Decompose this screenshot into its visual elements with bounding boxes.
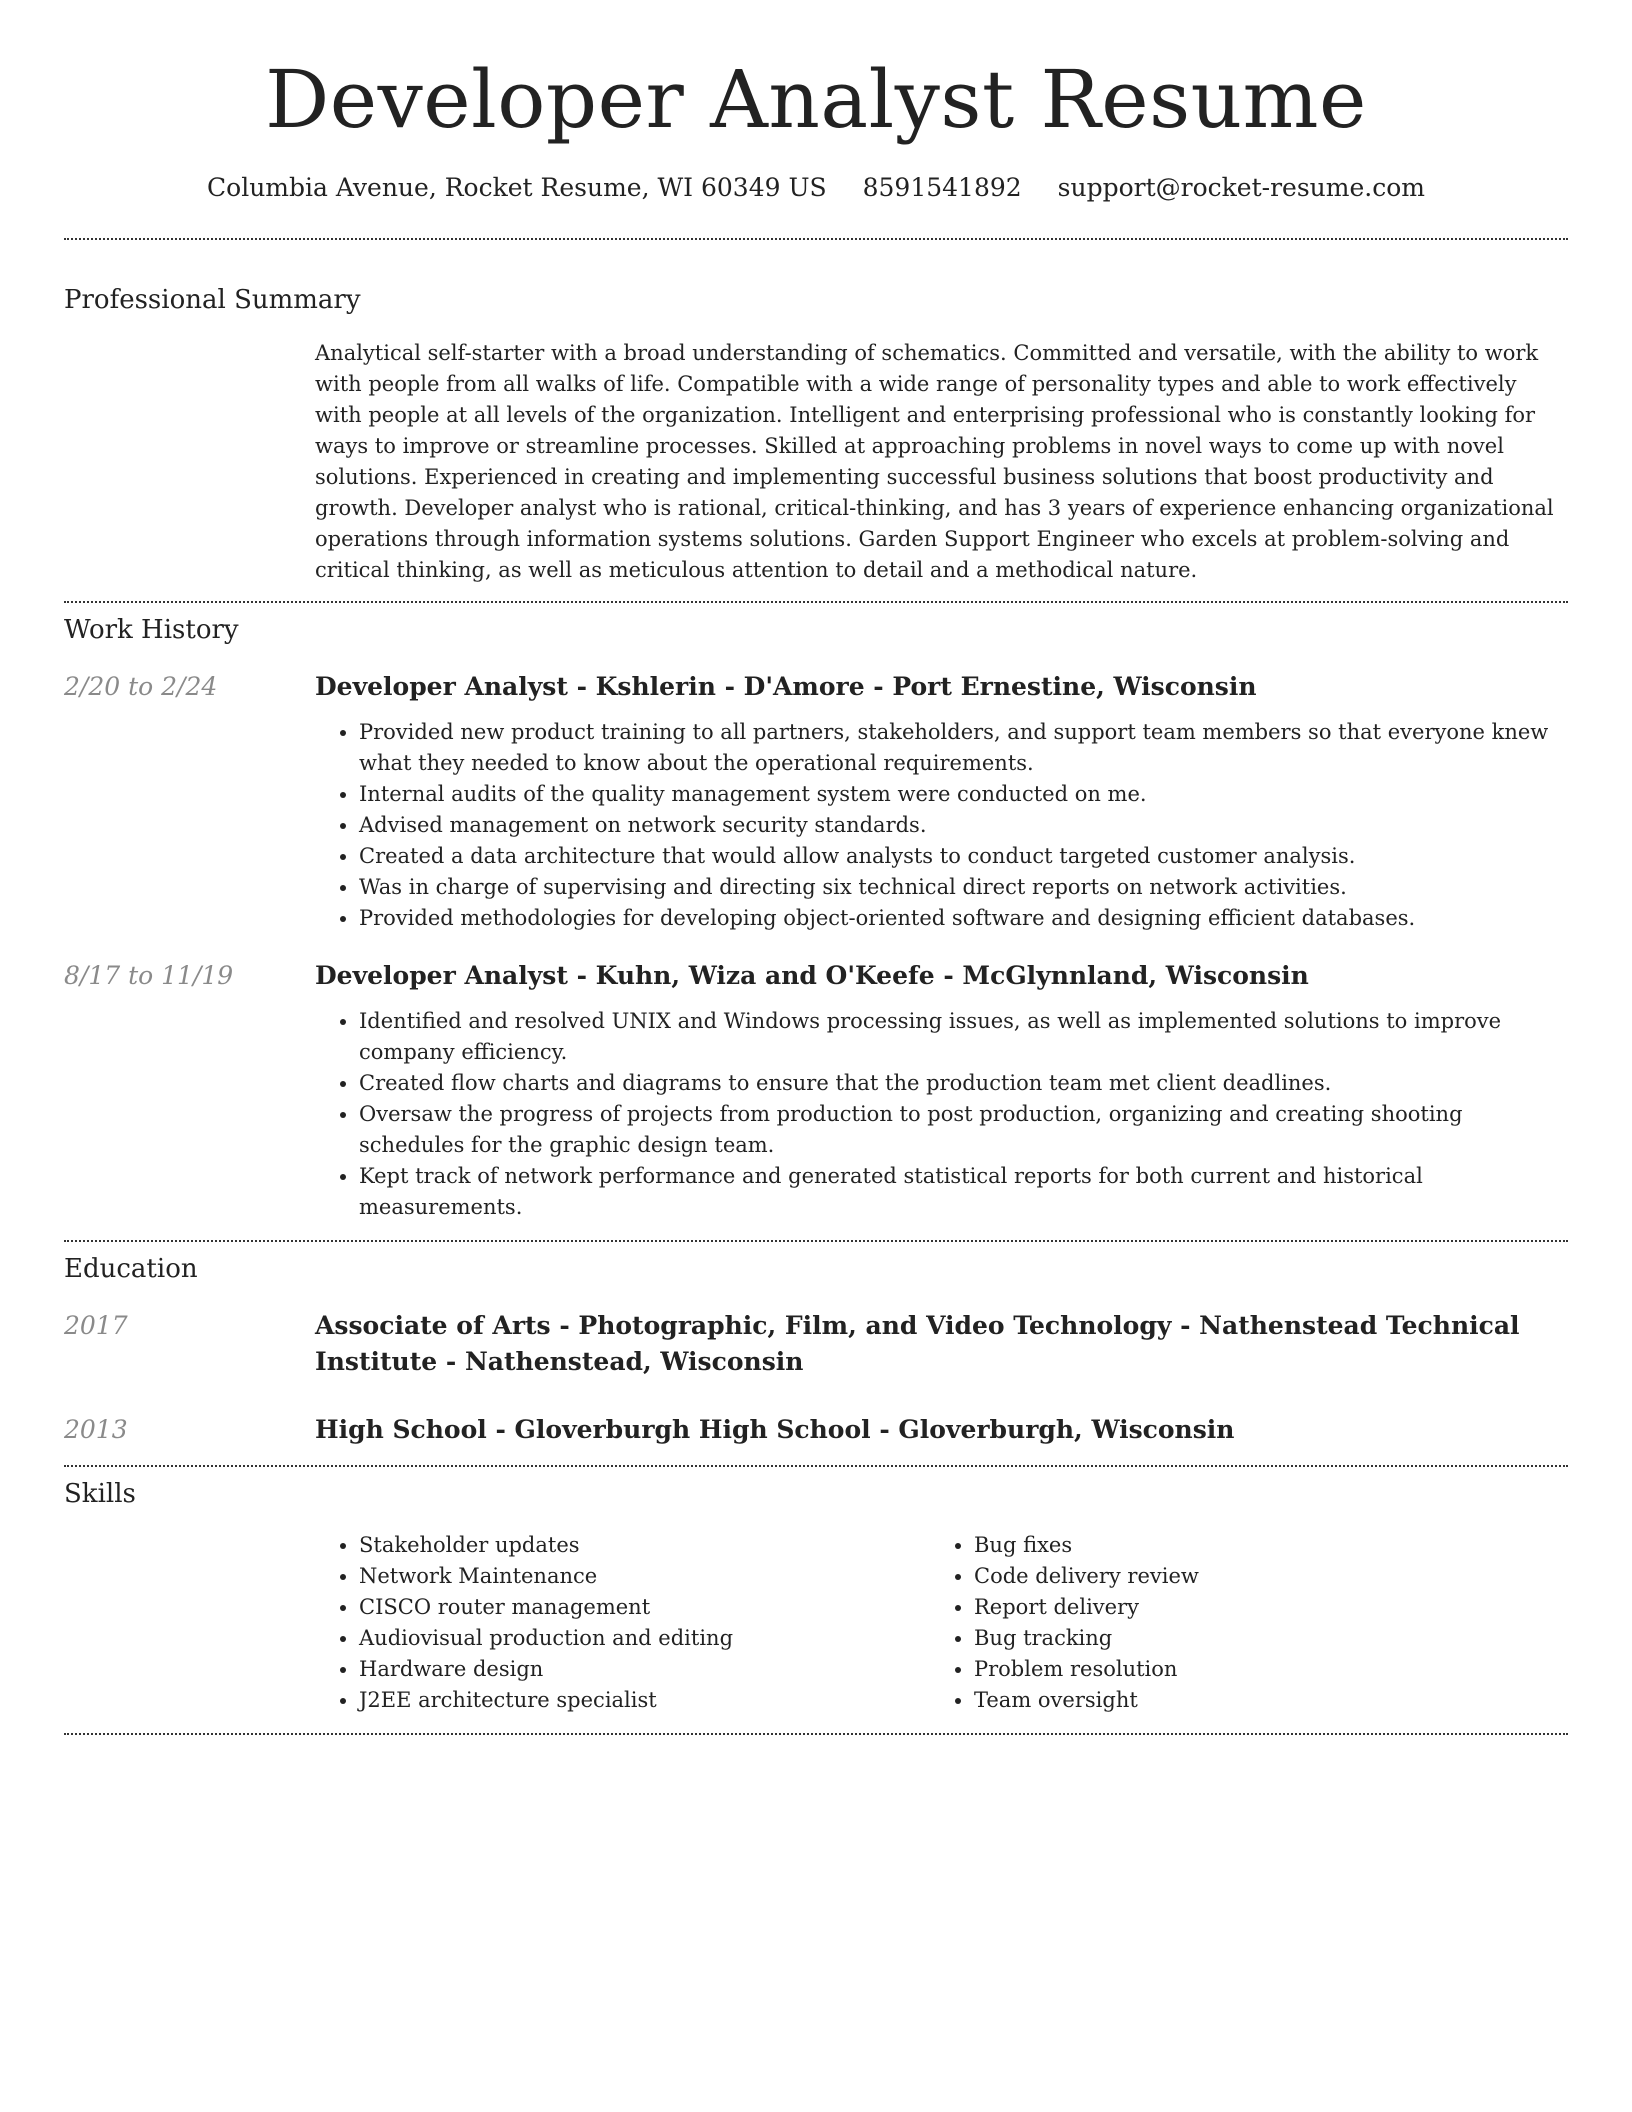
skill-item: • Report delivery [974,1592,1545,1623]
job-bullet: • Advised management on network security standards. [359,810,1568,841]
job-entry [64,958,1568,1223]
contact-phone: 8591541892 [862,173,1022,202]
education-heading-text: High School - Gloverburgh High School - Gloverburgh, Wisconsin [315,1415,1235,1444]
skill-item: • Team oversight [974,1685,1545,1716]
skill-item: • Bug tracking [974,1623,1545,1654]
skills-list [315,1530,930,1716]
job-heading: Developer Analyst - Kuhn, Wiza and O'Keefe - McGlynnland, Wisconsin [315,961,1309,990]
skill-item: • J2EE architecture specialist [359,1685,930,1716]
job-bullet: • Created a data architecture that would allow analysts to conduct targeted customer analysis. [359,841,1568,872]
job-bullets [315,717,1568,934]
work-history-section [64,603,1568,1240]
education-year: 2017 [64,1311,128,1340]
section-divider [64,1733,1568,1735]
education-heading: Education [64,1254,198,1284]
skill-item: • Audiovisual production and editing [359,1623,930,1654]
contact-line [64,170,1568,206]
job-bullets [315,1006,1568,1223]
job-heading: Developer Analyst - Kshlerin - D'Amore - Port Ernestine, Wisconsin [315,672,1257,701]
job-bullet: • Identified and resolved UNIX and Windows processing issues, as well as implemented solutions to improve company efficiency. [359,1006,1568,1068]
skill-item: • CISCO router management [359,1592,930,1623]
job-bullet: • Created flow charts and diagrams to ensure that the production team met client deadlines. [359,1068,1568,1099]
skills-grid [315,1530,1568,1716]
contact-email: support@rocket-resume.com [1057,173,1425,202]
job-bullet: • Internal audits of the quality management system were conducted on me. [359,779,1568,810]
job-entry [64,669,1568,934]
summary-text: Analytical self-starter with a broad understanding of schematics. Committed and versatile, with the ability to work with people from all walks of life. Compatible with a wide range of personality types and able to work effectively with people at all levels of the organization. Intelligent and enterprising professional who is constantly looking for ways to improve or streamline processes. Skilled at approaching problems in novel ways to come up with novel solutions. Experienced in creating and implementing successful business solutions that boost productivity and growth. Developer analyst who is rational, critical-thinking, and has 3 years of experience enhancing organizational operations through information systems solutions. Garden Support Engineer who excels at problem-solving and critical thinking, as well as meticulous attention to detail and a methodical nature. [315,341,1554,582]
job-bullet: • Provided new product training to all partners, stakeholders, and support team members so that everyone knew what they needed to know about the operational requirements. [359,717,1568,779]
skills-list [930,1530,1545,1716]
education-year: 2013 [64,1415,128,1444]
education-heading-text: Associate of Arts - Photographic, Film, and Video Technology - Nathenstead Technical Institute - Nathenstead, Wisconsin [315,1311,1520,1376]
job-bullet: • Provided methodologies for developing object-oriented software and designing efficient databases. [359,903,1568,934]
job-bullet: • Oversaw the progress of projects from production to post production, organizing and creating shooting schedules for the graphic design team. [359,1099,1568,1161]
summary-section [64,240,1568,601]
skill-item: • Stakeholder updates [359,1530,930,1561]
education-section [64,1242,1568,1465]
skills-section [64,1467,1568,1733]
education-entry [64,1308,1568,1380]
skills-heading: Skills [64,1479,136,1509]
contact-address: Columbia Avenue, Rocket Resume, WI 60349 US [207,173,827,202]
education-entry [64,1412,1568,1448]
skill-item: • Code delivery review [974,1561,1545,1592]
resume-page [64,0,1568,1735]
resume-header [64,0,1568,206]
summary-heading: Professional Summary [64,285,361,315]
skills-column-right [930,1530,1545,1716]
resume-title: Developer Analyst Resume [265,53,1367,146]
skill-item: • Network Maintenance [359,1561,930,1592]
skill-item: • Hardware design [359,1654,930,1685]
job-dates: 8/17 to 11/19 [64,961,234,990]
job-bullet: • Was in charge of supervising and directing six technical direct reports on network activities. [359,872,1568,903]
job-bullet: • Kept track of network performance and generated statistical reports for both current and historical measurements. [359,1161,1568,1223]
skill-item: • Problem resolution [974,1654,1545,1685]
skill-item: • Bug fixes [974,1530,1545,1561]
skills-column-left [315,1530,930,1716]
job-dates: 2/20 to 2/24 [64,672,218,701]
work-history-heading: Work History [64,615,239,645]
